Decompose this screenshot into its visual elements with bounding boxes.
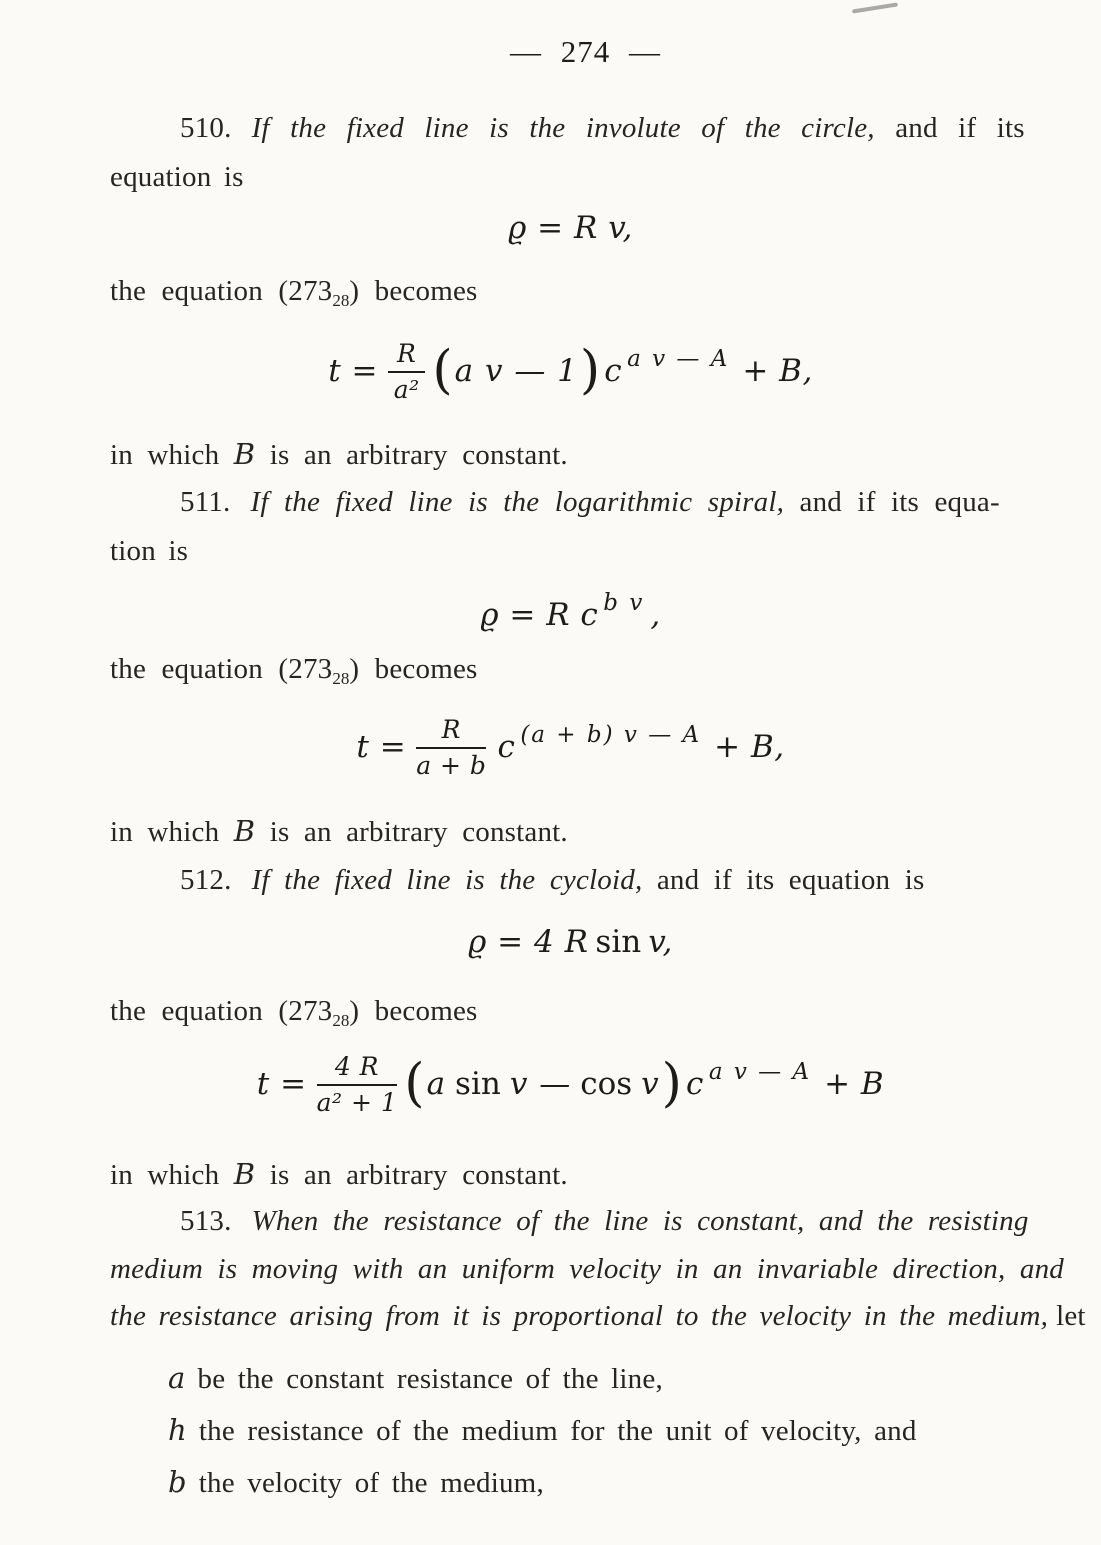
list-var: a bbox=[168, 1361, 186, 1395]
para-510-number: 510. bbox=[180, 112, 232, 144]
eq-sin-function: sin bbox=[455, 1065, 501, 1102]
becomes-pre: the equation (273 bbox=[110, 275, 333, 307]
eq-lhs: t = bbox=[356, 728, 407, 765]
inwhich-var: B bbox=[233, 437, 256, 471]
eq-base: c bbox=[497, 728, 516, 765]
inwhich-var: B bbox=[233, 1157, 256, 1191]
para-512-number: 512. bbox=[180, 864, 232, 896]
para-510-roman-clause: and if its bbox=[874, 112, 1025, 144]
para-512-line-1 bbox=[110, 862, 924, 898]
list-var: h bbox=[168, 1413, 187, 1447]
scan-artifact-mark bbox=[852, 2, 898, 13]
eq-cos-function: cos bbox=[580, 1065, 633, 1102]
eq-pre: ϱ = 4 R bbox=[468, 924, 589, 960]
eq-exponent: a v — A bbox=[627, 345, 730, 372]
inwhich-pre: in which bbox=[110, 1159, 234, 1191]
para-512-italic-clause: If the fixed line is the cycloid, bbox=[251, 864, 643, 896]
equation-ref-subscript: 28 bbox=[332, 669, 350, 688]
eq-close-paren: ) bbox=[579, 340, 601, 401]
becomes-line-3 bbox=[110, 993, 478, 1031]
eq-inner-v: v bbox=[641, 1065, 660, 1102]
inwhich-pre: in which bbox=[110, 439, 234, 471]
eq-inner-a: a bbox=[426, 1065, 447, 1102]
list-item-h bbox=[168, 1412, 917, 1449]
para-513-italic-line-1: When the resistance of the line is constant, and the resisting bbox=[251, 1205, 1029, 1237]
becomes-line-2 bbox=[110, 651, 478, 689]
equation-involute-result bbox=[40, 340, 1101, 404]
eq-tail: , bbox=[650, 597, 661, 633]
eq-open-paren: ( bbox=[432, 340, 453, 401]
equation-spiral-result bbox=[40, 716, 1101, 780]
equation-cycloid-result bbox=[40, 1053, 1101, 1117]
eq-base: c bbox=[685, 1065, 704, 1102]
para-511-line-2: tion is bbox=[110, 535, 189, 567]
inwhich-post: is an arbitrary constant. bbox=[255, 1159, 568, 1191]
equation-involute-def: ϱ = R v, bbox=[508, 210, 633, 246]
eq-tail: + B, bbox=[742, 352, 813, 389]
eq-base: c bbox=[604, 352, 623, 389]
page-number-header: — 274 — bbox=[510, 34, 661, 69]
inwhich-pre: in which bbox=[110, 816, 234, 848]
para-510-italic-clause: If the fixed line is the involute of the circle, bbox=[251, 112, 875, 144]
eq-inner: a v — 1 bbox=[454, 352, 578, 389]
inwhich-line-2 bbox=[110, 813, 568, 850]
para-513-number: 513. bbox=[180, 1205, 232, 1237]
becomes-post: ) becomes bbox=[349, 275, 478, 307]
inwhich-post: is an arbitrary constant. bbox=[255, 439, 568, 471]
list-text: the resistance of the medium for the unit of velocity, and bbox=[198, 1415, 917, 1447]
eq-exponent: (a + b) v — A bbox=[520, 721, 702, 748]
para-513-line-1 bbox=[110, 1203, 1029, 1239]
eq-numerator: R bbox=[416, 716, 486, 749]
eq-numerator: 4 R bbox=[317, 1053, 398, 1086]
eq-pre: ϱ = R c bbox=[480, 597, 599, 633]
becomes-line-1 bbox=[110, 273, 478, 311]
becomes-pre: the equation (273 bbox=[110, 995, 333, 1027]
eq-denominator: a² + 1 bbox=[316, 1088, 398, 1117]
becomes-post: ) becomes bbox=[349, 653, 478, 685]
eq-fraction bbox=[317, 1053, 398, 1117]
eq-fraction bbox=[416, 716, 486, 780]
list-text: be the constant resistance of the line, bbox=[197, 1363, 663, 1395]
equation-ref-subscript: 28 bbox=[332, 1011, 350, 1030]
para-511-italic-clause: If the fixed line is the logarithmic spiral, bbox=[250, 486, 785, 518]
inwhich-line-3 bbox=[110, 1156, 568, 1193]
eq-exponent: b v bbox=[603, 590, 645, 616]
eq-tail: + B bbox=[824, 1065, 885, 1102]
inwhich-post: is an arbitrary constant. bbox=[255, 816, 568, 848]
para-511-number: 511. bbox=[180, 486, 231, 518]
inwhich-line-1 bbox=[110, 436, 568, 473]
eq-exponent: a v — A bbox=[708, 1058, 812, 1085]
para-511-line-1 bbox=[110, 484, 1000, 520]
para-513-italic-line-3: the resistance arising from it is proportional to the velocity in the medium, bbox=[110, 1300, 1049, 1332]
para-511-roman-clause: and if its equa- bbox=[784, 486, 1000, 518]
list-item-b bbox=[168, 1464, 544, 1501]
para-512-roman-clause: and if its equation is bbox=[642, 864, 925, 896]
becomes-pre: the equation (273 bbox=[110, 653, 333, 685]
para-510-line-1 bbox=[110, 110, 1025, 146]
eq-fraction bbox=[388, 340, 425, 404]
eq-numerator: R bbox=[388, 340, 425, 373]
para-510-line-2: equation is bbox=[110, 161, 244, 193]
eq-open-paren: ( bbox=[404, 1053, 425, 1114]
becomes-post: ) becomes bbox=[349, 995, 478, 1027]
eq-close-paren: ) bbox=[661, 1053, 682, 1114]
inwhich-var: B bbox=[233, 814, 256, 848]
para-513-roman-end: let bbox=[1056, 1300, 1086, 1332]
list-item-a bbox=[168, 1360, 663, 1397]
eq-denominator: a + b bbox=[416, 751, 487, 780]
list-text: the velocity of the medium, bbox=[198, 1467, 544, 1499]
para-513-italic-line-2: medium is moving with an uniform velocity in an invariable direction, and bbox=[110, 1253, 1064, 1285]
eq-lhs: t = bbox=[256, 1065, 307, 1102]
eq-lhs: t = bbox=[328, 352, 378, 389]
equation-spiral-def bbox=[40, 590, 1101, 633]
eq-denominator: a² bbox=[393, 375, 420, 404]
eq-sin-function: sin bbox=[595, 924, 642, 960]
list-var: b bbox=[168, 1465, 187, 1499]
equation-ref-subscript: 28 bbox=[332, 291, 350, 310]
eq-tail: + B, bbox=[714, 728, 785, 765]
eq-post: v, bbox=[648, 924, 673, 960]
para-513-line-3 bbox=[110, 1298, 1086, 1334]
eq-inner-mid: v — bbox=[509, 1065, 572, 1102]
equation-cycloid-def bbox=[40, 924, 1101, 960]
